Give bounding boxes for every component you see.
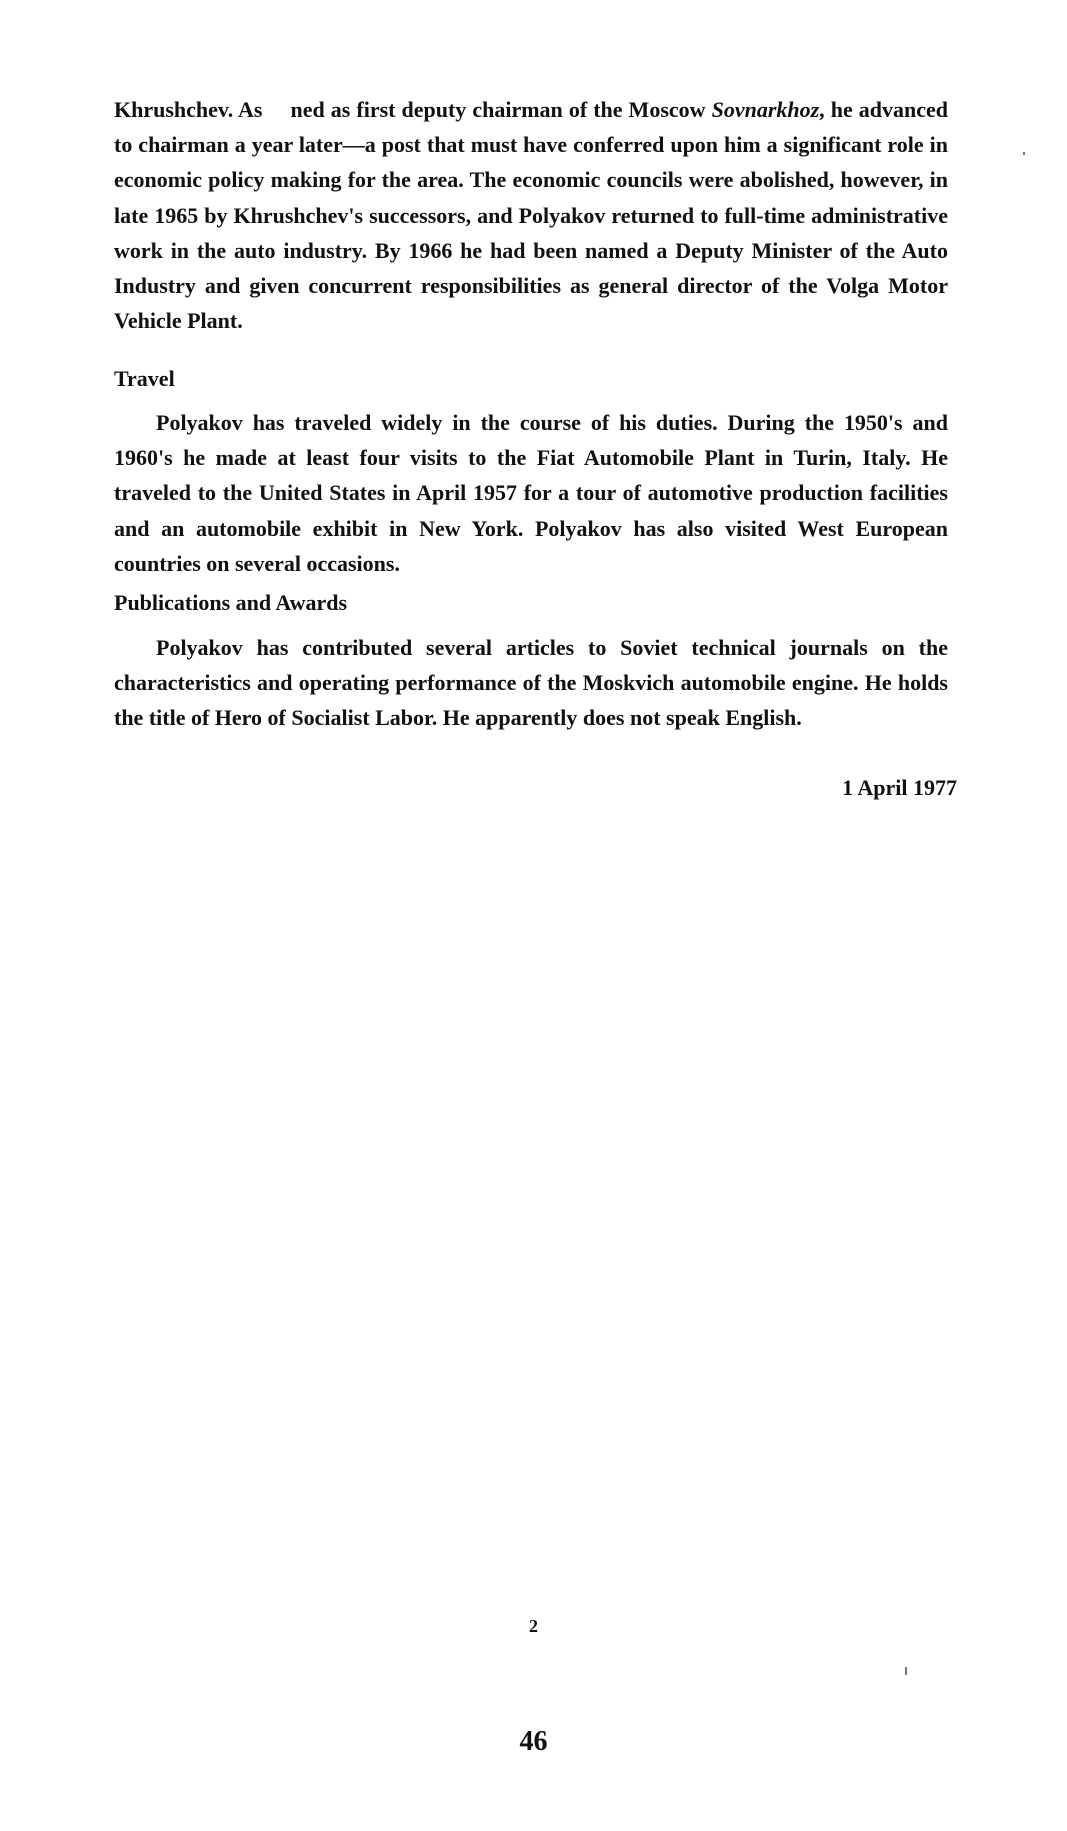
document-page-number: 46 [519,1726,548,1757]
opening-paragraph [114,92,948,338]
sovnarkhoz-term: Sovnarkhoz [711,97,820,122]
document-date: 1 April 1977 [842,775,957,800]
publications-awards-paragraph: Polyakov has contributed several articles to Soviet technical journals on the characteristics and operating performance of the Moskvich automobile engine. He holds the title of Hero of Socialist Labor. He apparently does not speak English. [114,635,948,731]
scan-speck [905,1667,907,1675]
travel-heading: Travel [114,366,175,391]
opening-text-start: Khrushchev. As ned as first deputy chairman of the Moscow [114,97,712,122]
scan-speck [1023,152,1025,155]
opening-text-end: , he advanced to chairman a year later—a post that must have conferred upon him a significant role in economic policy making for the area. The economic councils were abolished, however, in late 1965 by Khrushchev's successors, and Polyakov returned to full-time administrative work in the auto industry. By 1966 he had been named a Deputy Minister of the Auto Industry and given concurrent responsibilities as general director of the Volga Motor Vehicle Plant. [114,97,948,334]
inner-page-number: 2 [529,1616,538,1636]
travel-paragraph: Polyakov has traveled widely in the course of his duties. During the 1950's and 1960's he made at least four visits to the Fiat Automobile Plant in Turin, Italy. He traveled to the United States in April 1957 for a tour of automotive production facilities and an automobile exhibit in New York. Polyakov has also visited West European countries on several occasions. [114,410,948,576]
publications-awards-heading: Publications and Awards [114,590,348,615]
opening-paragraph-text [114,92,948,338]
